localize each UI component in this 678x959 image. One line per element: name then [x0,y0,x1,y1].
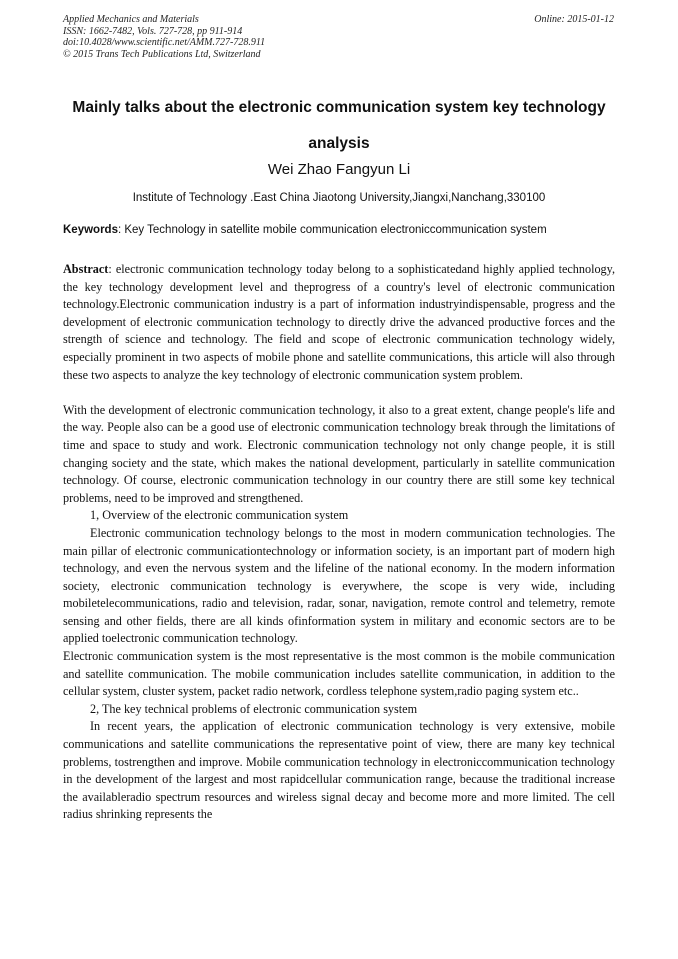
section-1-paragraph-2: Electronic communication system is the most representative is the most common is the mobile communication and satellite communication. The mobile communication includes satellite communication, in addition to the cellular system, cluster system, packet radio network, cordless telephone system,radio paging system etc.. [63,649,615,699]
keywords-text: : Key Technology in satellite mobile communication electroniccommunication system [117,224,547,236]
abstract-paragraph [63,261,615,384]
section-1-paragraph-1: Electronic communication technology belongs to the most in modern communication technologies. The main pillar of electronic communicationtechnology or information society, is an important part of modern high technology, and even the nervous system and the lifeline of the national economy. In the modern information society, electronic communication technology is everywhere, the scope is very wide, including mobiletelecommunications, radio and television, radar, sonar, navigation, remote control and telemetry, remote sensing and other fields, there are all kinds ofinformation system in military and economic sectors are to be applied toelectronic communication technology. [63,525,615,646]
paper-title: Mainly talks about the electronic communication system key technology analysis [72,99,606,152]
online-date: Online: 2015-01-12 [534,14,614,25]
abstract-label: Abstract [63,262,109,276]
section-2-heading: 2, The key technical problems of electronic communication system [90,701,418,716]
paper-authors: Wei Zhao Fangyun Li [267,161,411,178]
journal-header [63,14,265,60]
abstract-text: : electronic communication technology today belong to a sophisticatedand highly applied technology, the key technology development level and theprogress of a country's level of electronic communication technology.Electronic communication industry is a part of information industryindispensable, progress and the development of electronic communication technology to directly drive the advanced productive forces and the strength of science and technology. The field and scope of electronic communication technology widely, especially prominent in two aspects of mobile phone and satellite communications, this article will also through these two aspects to analyze the key technology of electronic communication system problem. [63,262,615,382]
author-affiliation: Institute of Technology .East China Jiaotong University,Jiangxi,Nanchang,330100 [132,192,546,204]
intro-paragraph: With the development of electronic communication technology, it also to a great extent, change people's life and the way. People also can be a good use of electronic communication technology break through the limitations of time and space to study and work. Electronic communication technology not only change people, it is still changing society and the state, which makes the national development, particularly in satellite communication technology. Of course, electronic communication technology in our country there are still some key technical problems, need to be improved and strengthened. [63,402,615,505]
journal-issn: ISSN: 1662-7482, Vols. 727-728, pp 911-914 [63,25,243,37]
section-1-heading: 1, Overview of the electronic communication system [90,508,349,523]
keywords-label: Keywords [63,224,118,236]
keywords-line [63,224,615,236]
copyright-notice: © 2015 Trans Tech Publications Ltd, Switzerland [63,48,261,60]
journal-name: Applied Mechanics and Materials [63,14,199,25]
article-doi: doi:10.4028/www.scientific.net/AMM.727-728.911 [63,37,266,48]
paper-body [63,261,615,824]
section-2-paragraph-1: In recent years, the application of electronic communication technology is very extensive, mobile communications and satellite communications the representative point of view, there are many key technical problems, tostrengthen and improve. Mobile communication technology in electroniccommunication technology in the development of the largest and most rapidcellular communication range, because the traditional increase the availableradio spectrum resources and wireless signal decay and become more and more limited. The cell radius shrinking represents the [63,719,615,822]
